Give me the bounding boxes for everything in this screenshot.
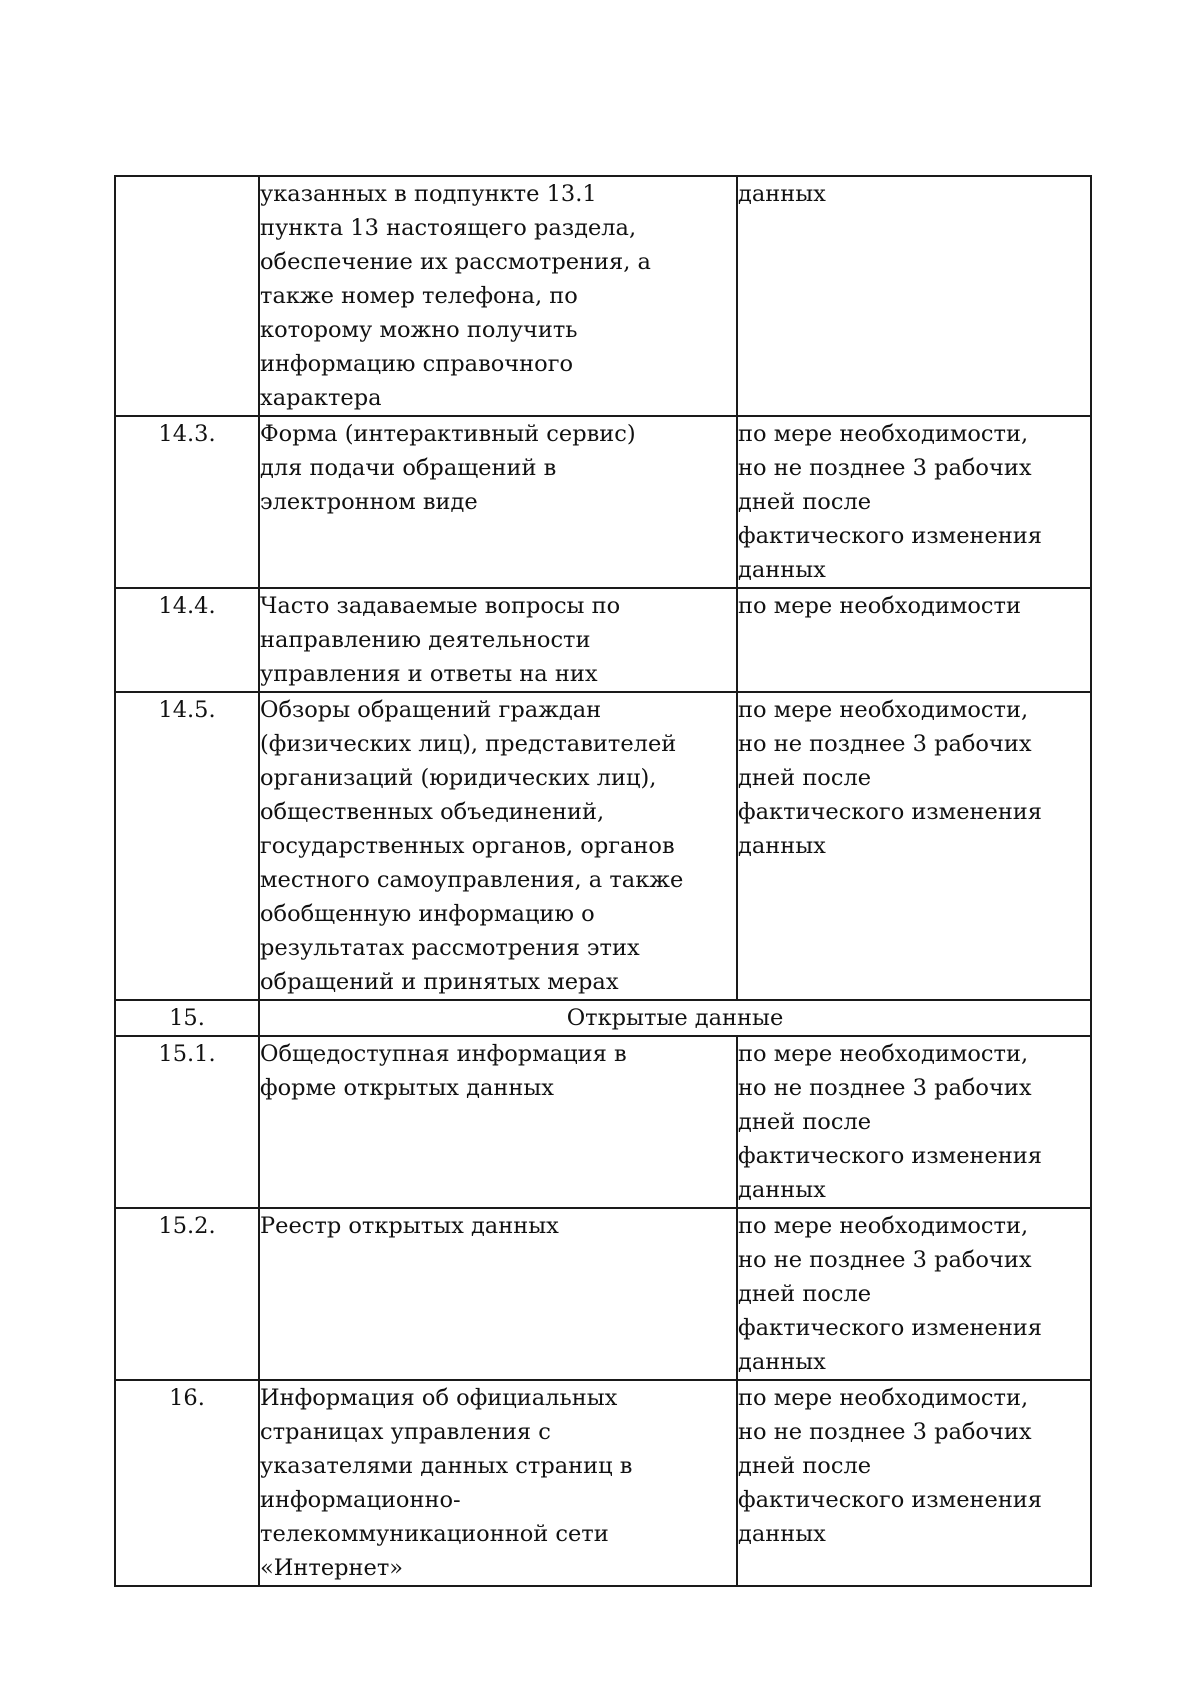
- text-line: телекоммуникационной сети: [260, 1521, 609, 1547]
- text-line: организаций (юридических лиц),: [260, 765, 657, 791]
- text-line: указанных в подпункте 13.1: [260, 181, 597, 207]
- text-line: по мере необходимости,: [738, 1385, 1029, 1411]
- row-number: 16.: [115, 1380, 259, 1586]
- text-line: также номер телефона, по: [260, 283, 578, 309]
- text-line: Информация об официальных: [260, 1385, 618, 1411]
- text-line: (физических лиц), представителей: [260, 731, 677, 757]
- text-line: по мере необходимости,: [738, 421, 1029, 447]
- section-number: 15.: [115, 1000, 259, 1036]
- text-line: данных: [738, 833, 826, 859]
- text-line: данных: [738, 557, 826, 583]
- table-row: [115, 588, 1091, 692]
- row-description: [259, 176, 737, 416]
- row-period: [737, 588, 1091, 692]
- text-line: данных: [738, 1349, 826, 1375]
- row-description: [259, 1036, 737, 1208]
- row-period: [737, 1208, 1091, 1380]
- row-description: [259, 1208, 737, 1380]
- row-period: [737, 1380, 1091, 1586]
- text-line: электронном виде: [260, 489, 478, 515]
- table-row: [115, 416, 1091, 588]
- row-number: 15.1.: [115, 1036, 259, 1208]
- text-line: фактического изменения: [738, 523, 1043, 549]
- text-line: обобщенную информацию о: [260, 901, 595, 927]
- text-line: по мере необходимости,: [738, 1213, 1029, 1239]
- row-period: [737, 692, 1091, 1000]
- text-line: информацию справочного: [260, 351, 574, 377]
- text-line: Реестр открытых данных: [260, 1213, 559, 1239]
- text-line: фактического изменения: [738, 1143, 1043, 1169]
- text-line: обращений и принятых мерах: [260, 969, 619, 995]
- text-line: Часто задаваемые вопросы по: [260, 593, 621, 619]
- text-line: указателями данных страниц в: [260, 1453, 633, 1479]
- text-line: данных: [738, 181, 826, 207]
- row-number: 14.3.: [115, 416, 259, 588]
- table-row: [115, 176, 1091, 416]
- table-row: [115, 1208, 1091, 1380]
- text-line: управления и ответы на них: [260, 661, 598, 687]
- row-description: [259, 588, 737, 692]
- row-period: [737, 1036, 1091, 1208]
- text-line: по мере необходимости,: [738, 1041, 1029, 1067]
- text-line: фактического изменения: [738, 1487, 1043, 1513]
- text-line: информационно-: [260, 1487, 461, 1513]
- text-line: данных: [738, 1177, 826, 1203]
- text-line: но не позднее 3 рабочих: [738, 1075, 1032, 1101]
- text-line: фактического изменения: [738, 799, 1043, 825]
- section-title: Открытые данные: [259, 1000, 1091, 1036]
- text-line: результатах рассмотрения этих: [260, 935, 640, 961]
- text-line: общественных объединений,: [260, 799, 605, 825]
- row-description: [259, 692, 737, 1000]
- text-line: «Интернет»: [260, 1555, 404, 1581]
- row-period: [737, 416, 1091, 588]
- row-number: 15.2.: [115, 1208, 259, 1380]
- text-line: обеспечение их рассмотрения, а: [260, 249, 651, 275]
- text-line: которому можно получить: [260, 317, 578, 343]
- text-line: для подачи обращений в: [260, 455, 557, 481]
- row-number: [115, 176, 259, 416]
- table-row: [115, 1380, 1091, 1586]
- text-line: дней после: [738, 1281, 872, 1307]
- text-line: Обзоры обращений граждан: [260, 697, 602, 723]
- text-line: местного самоуправления, а также: [260, 867, 684, 893]
- section-row: [115, 1000, 1091, 1036]
- text-line: фактического изменения: [738, 1315, 1043, 1341]
- table-row: [115, 1036, 1091, 1208]
- text-line: пункта 13 настоящего раздела,: [260, 215, 637, 241]
- information-table: [114, 175, 1092, 1587]
- table-row: [115, 692, 1091, 1000]
- text-line: данных: [738, 1521, 826, 1547]
- row-number: 14.5.: [115, 692, 259, 1000]
- text-line: Общедоступная информация в: [260, 1041, 627, 1067]
- text-line: но не позднее 3 рабочих: [738, 731, 1032, 757]
- text-line: но не позднее 3 рабочих: [738, 1247, 1032, 1273]
- text-line: но не позднее 3 рабочих: [738, 455, 1032, 481]
- row-description: [259, 416, 737, 588]
- row-number: 14.4.: [115, 588, 259, 692]
- row-period: [737, 176, 1091, 416]
- row-description: [259, 1380, 737, 1586]
- text-line: характера: [260, 385, 382, 411]
- text-line: страницах управления с: [260, 1419, 551, 1445]
- text-line: дней после: [738, 765, 872, 791]
- text-line: по мере необходимости: [738, 593, 1021, 619]
- text-line: по мере необходимости,: [738, 697, 1029, 723]
- text-line: дней после: [738, 489, 872, 515]
- text-line: государственных органов, органов: [260, 833, 675, 859]
- text-line: направлению деятельности: [260, 627, 591, 653]
- text-line: дней после: [738, 1453, 872, 1479]
- text-line: дней после: [738, 1109, 872, 1135]
- text-line: форме открытых данных: [260, 1075, 554, 1101]
- text-line: Форма (интерактивный сервис): [260, 421, 636, 447]
- text-line: но не позднее 3 рабочих: [738, 1419, 1032, 1445]
